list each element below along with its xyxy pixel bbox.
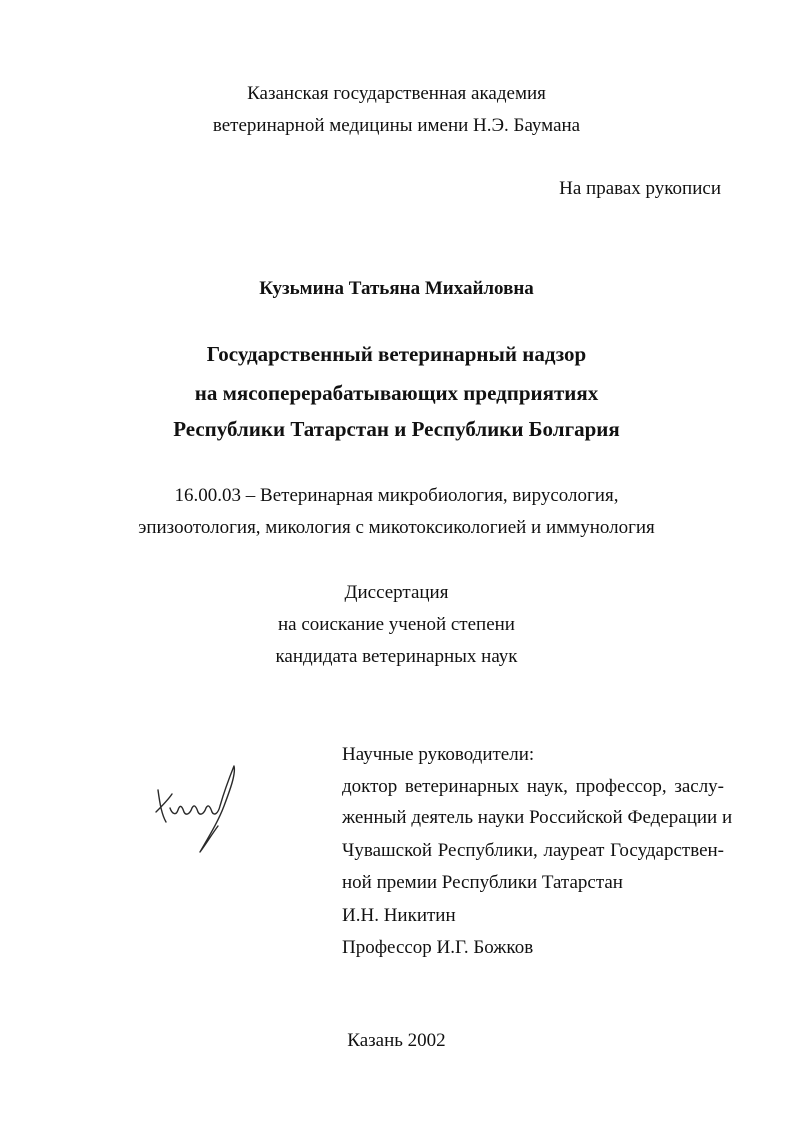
advisors-line-3: Чувашской Республики, лауреат Государствен-	[342, 840, 724, 861]
rights-notice: На правах рукописи	[559, 178, 721, 199]
thesis-line-1: Диссертация	[344, 582, 449, 603]
specialty-line-2: эпизоотология, микология с микотоксикологией и иммунология	[138, 517, 655, 538]
title-line-2: на мясоперерабатывающих предприятиях	[194, 381, 599, 405]
advisor-name-2: Профессор И.Г. Божков	[342, 937, 534, 958]
thesis-line-3: кандидата ветеринарных наук	[275, 646, 518, 667]
advisors-heading: Научные руководители:	[342, 744, 535, 765]
institution-line-2: ветеринарной медицины имени Н.Э. Баумана	[212, 115, 581, 136]
advisors-line-4: ной премии Республики Татарстан	[342, 872, 623, 893]
title-line-1: Государственный ветеринарный надзор	[206, 342, 587, 366]
footer-city-year: Казань 2002	[347, 1030, 446, 1051]
institution-line-1: Казанская государственная академия	[247, 83, 546, 104]
advisors-line-2: женный деятель науки Российской Федерации и	[342, 807, 733, 828]
advisors-line-1: доктор ветеринарных наук, профессор, заслу-	[342, 776, 724, 797]
thesis-line-2: на соискание ученой степени	[278, 614, 515, 635]
signature-icon	[148, 760, 248, 860]
advisor-name-1: И.Н. Никитин	[342, 905, 456, 926]
specialty-line-1: 16.00.03 – Ветеринарная микробиология, вирусология,	[174, 485, 619, 506]
author-name: Кузьмина Татьяна Михайловна	[259, 278, 534, 299]
title-line-3: Республики Татарстан и Республики Болгария	[173, 417, 620, 441]
